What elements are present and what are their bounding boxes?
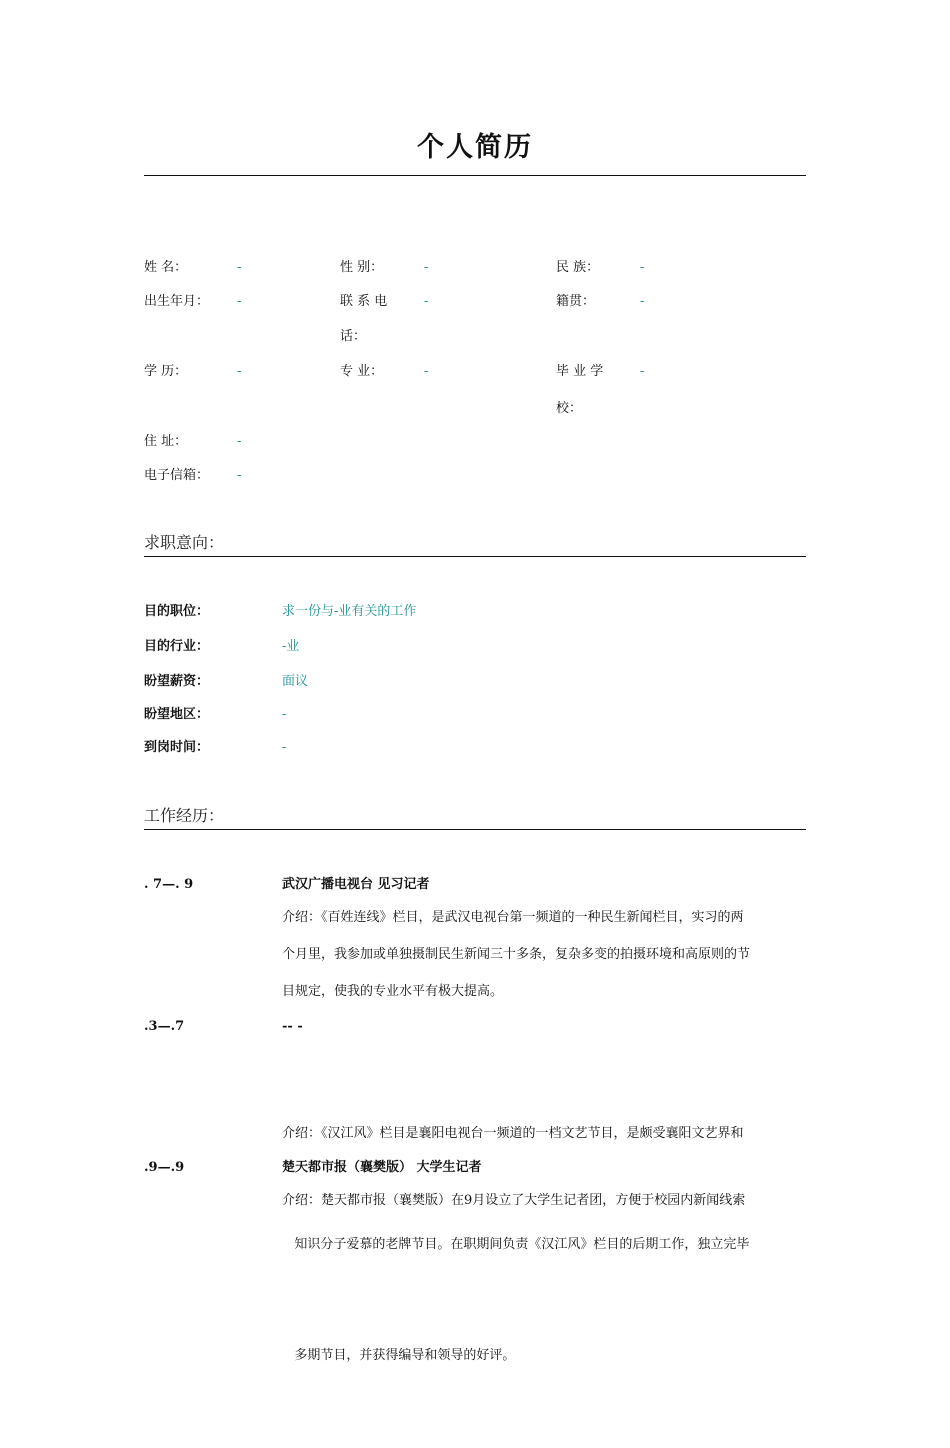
intent-label-position: 目的职位： [144,604,210,619]
gender-value: - [424,260,429,275]
gender-label: 性 别： [340,260,384,275]
work-entry-date: .3—.7 [144,1019,185,1034]
work-entry-date: .9—.9 [144,1160,185,1175]
address-value: - [237,434,242,449]
intent-label-salary: 盼望薪资： [144,674,210,689]
major-value: - [424,364,429,379]
phone-label-line2: 话： [340,329,367,344]
work-entry-title: 武汉广播电视台 见习记者 [282,877,430,892]
birth-value: - [237,294,242,309]
description-line: 多期节目，并获得编导和领导的好评。 [282,1348,516,1363]
work-divider [144,829,806,830]
school-label-line2: 校： [556,401,583,416]
intent-label-start: 到岗时间： [144,740,210,755]
work-entry-title: 楚天都市报（襄樊版） 大学生记者 [282,1160,482,1175]
description-line: 个月里，我参加或单独摄制民生新闻三十多条，复杂多变的拍摄环境和高原则的节 [282,947,751,962]
native-value: - [640,294,645,309]
page-title: 个人简历 [417,132,533,163]
major-label: 专 业： [340,364,384,379]
phone-value: - [424,294,429,309]
email-value: - [237,468,242,483]
work-entry-description [282,899,808,1010]
description-line: 介绍：《汉江风》栏目是襄阳电视台一频道的一档文艺节目，是颇受襄阳文艺界和 [282,1126,744,1141]
phone-label-line1: 联 系 电 [340,294,388,309]
title-divider [144,175,806,176]
intent-value-position: 求一份与-业有关的工作 [282,604,417,619]
description-line: 介绍：楚天都市报（襄樊版）在9月设立了大学生记者团，方便于校园内新闻线索 [282,1193,746,1208]
name-label: 姓 名： [144,260,188,275]
school-label-line1: 毕 业 学 [556,364,604,379]
work-entry-description [282,1041,808,1448]
work-entry-description [282,1182,808,1219]
intent-value-industry: -业 [282,639,300,654]
email-label: 电子信箱： [144,468,210,483]
description-line: 目规定，使我的专业水平有极大提高。 [282,984,504,999]
intent-divider [144,556,806,557]
intent-label-industry: 目的行业： [144,639,210,654]
intent-heading: 求职意向： [144,533,225,552]
school-value: - [640,364,645,379]
address-label: 住 址： [144,434,188,449]
birth-label: 出生年月： [144,294,210,309]
intent-label-region: 盼望地区： [144,707,210,722]
education-label: 学 历： [144,364,188,379]
work-heading: 工作经历： [144,806,225,825]
work-entry-date: . 7—. 9 [144,877,194,892]
education-value: - [237,364,242,379]
intent-value-region: - [282,707,287,722]
ethnic-label: 民 族： [556,260,600,275]
work-entry-title: -- - [282,1019,303,1034]
name-value: - [237,260,242,275]
native-label: 籍贯： [556,294,596,309]
description-line: 介绍：《百姓连线》栏目，是武汉电视台第一频道的一种民生新闻栏目，实习的两 [282,910,744,925]
ethnic-value: - [640,260,645,275]
description-line: 知识分子爱慕的老牌节目。在职期间负责《汉江风》栏目的后期工作，独立完毕 [282,1237,750,1252]
intent-value-start: - [282,740,287,755]
intent-value-salary: 面议 [282,674,309,689]
